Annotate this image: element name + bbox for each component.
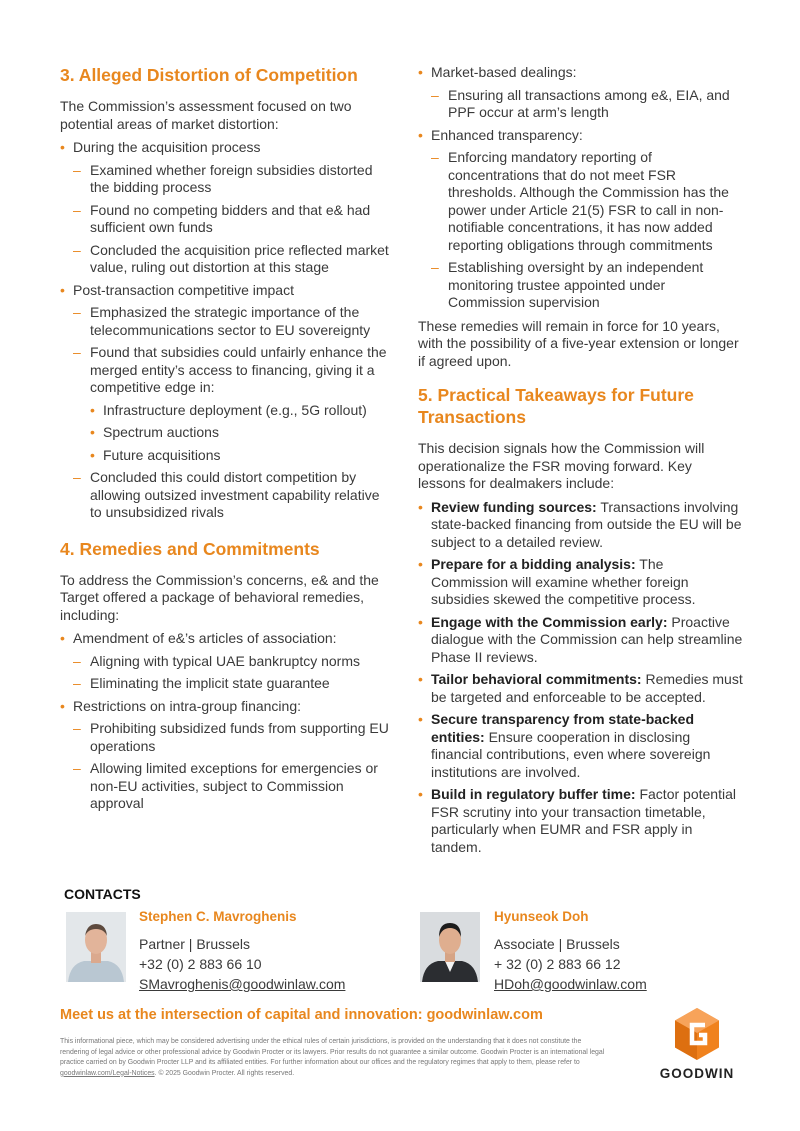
takeaway-text: Factor potential FSR scrutiny into your transaction timetable, particularly when EUMR and FSR apply in tandem. bbox=[431, 786, 736, 855]
list-item: – Establishing oversight by an independent monitoring trustee appointed under Commission supervision bbox=[418, 259, 743, 312]
takeaway-item bbox=[418, 614, 743, 667]
person-photo-icon bbox=[420, 912, 480, 982]
list-item: • Post-transaction competitive impact bbox=[60, 282, 395, 300]
section-3-list bbox=[60, 139, 395, 522]
section-4-list bbox=[60, 630, 395, 813]
goodwin-logo-icon bbox=[675, 1008, 719, 1060]
contact-info bbox=[139, 908, 379, 994]
takeaway-text: Proactive dialogue with the Commission can help streamline Phase II reviews. bbox=[431, 613, 743, 665]
list-item: – Found that subsidies could unfairly enhance the merged entity’s access to financing, giving it a competitive edge in: bbox=[60, 344, 395, 397]
takeaway-title: Secure transparency from state-backed entities: bbox=[431, 711, 694, 745]
contact-email-link[interactable]: SMavroghenis@goodwinlaw.com bbox=[139, 976, 346, 992]
takeaway-text: The Commission will examine whether foreign subsidies skewed the competitive process. bbox=[431, 556, 696, 607]
list-item: • Infrastructure deployment (e.g., 5G rollout) bbox=[60, 402, 395, 420]
list-item: – Found no competing bidders and that e& had sufficient own funds bbox=[60, 202, 395, 237]
section-5-heading: 5. Practical Takeaways for Future Transactions bbox=[418, 385, 694, 427]
section-4-list-continued bbox=[418, 64, 743, 312]
contact-role: Associate | Brussels bbox=[494, 936, 620, 952]
logo-wordmark: GOODWIN bbox=[659, 1066, 735, 1081]
list-item: • Future acquisitions bbox=[60, 447, 395, 465]
takeaways-list bbox=[418, 499, 743, 857]
disclaimer-text: This informational piece, which may be considered advertising under the ethical rules of certain jurisdictions, is provided on the understanding that it does not constitute the rendering of legal advice or other professional advice by Goodwin Procter or its lawyers. Prior results do not guarantee a similar outcome. Goodwin Procter is an international legal practice carried on by Goodwin Procter LLP and its affiliated entities. For further information about our offices and the regulatory regimes that apply to them, please refer to bbox=[60, 1038, 605, 1067]
legal-notices-link[interactable]: goodwinlaw.com/Legal-Notices bbox=[60, 1069, 155, 1077]
contact-name: Hyunseok Doh bbox=[494, 909, 589, 924]
list-item: – Prohibiting subsidized funds from supporting EU operations bbox=[60, 720, 395, 755]
takeaway-title: Prepare for a bidding analysis: bbox=[431, 556, 636, 572]
takeaway-item bbox=[418, 499, 743, 552]
takeaway-item bbox=[418, 786, 743, 856]
contact-email-link[interactable]: HDoh@goodwinlaw.com bbox=[494, 976, 647, 992]
contact-role: Partner | Brussels bbox=[139, 936, 251, 952]
takeaway-title: Review funding sources: bbox=[431, 498, 597, 515]
avatar bbox=[66, 912, 126, 982]
takeaway-text: Remedies must be targeted and enforceable to be accepted. bbox=[431, 671, 743, 705]
list-item: – Emphasized the strategic importance of the telecommunications sector to EU sovereignty bbox=[60, 304, 395, 339]
person-photo-icon bbox=[66, 912, 126, 982]
footer-tagline: Meet us at the intersection of capital and innovation: goodwinlaw.com bbox=[60, 1007, 543, 1023]
contact-info bbox=[494, 908, 734, 994]
list-item: – Concluded this could distort competition by allowing outsized investment capability relative to unsubsidized rivals bbox=[60, 469, 395, 522]
contact-phone: + 32 (0) 2 883 66 12 bbox=[494, 956, 621, 972]
list-item: – Aligning with typical UAE bankruptcy norms bbox=[60, 653, 395, 671]
section-3-intro: The Commission’s assessment focused on two potential areas of market distortion: bbox=[60, 98, 352, 132]
footer-disclaimer bbox=[60, 1037, 608, 1079]
disclaimer-text-end: . © 2025 Goodwin Procter. All rights reserved. bbox=[154, 1069, 295, 1077]
contact-phone: +32 (0) 2 883 66 10 bbox=[139, 956, 262, 972]
list-item: • Market-based dealings: bbox=[418, 64, 743, 82]
list-item: – Eliminating the implicit state guarantee bbox=[60, 675, 395, 693]
takeaway-text: Ensure cooperation in disclosing financial contributions, even where sovereign institutions are involved. bbox=[431, 728, 711, 780]
right-column bbox=[418, 64, 743, 861]
list-item: • Spectrum auctions bbox=[60, 424, 395, 442]
list-item: • Enhanced transparency: bbox=[418, 127, 743, 145]
section-4-outro: These remedies will remain in force for 10 years, with the possibility of a five-year extension or longer if agreed upon. bbox=[418, 317, 739, 369]
list-item: • During the acquisition process bbox=[60, 139, 395, 157]
section-4-intro: To address the Commission’s concerns, e& and the Target offered a package of behavioral remedies, including: bbox=[60, 571, 379, 623]
section-5-intro: This decision signals how the Commission will operationalize the FSR moving forward. Key lessons for dealmakers include: bbox=[418, 440, 705, 491]
takeaway-title: Tailor behavioral commitments: bbox=[431, 671, 642, 687]
list-item: • Restrictions on intra-group financing: bbox=[60, 698, 395, 716]
list-item: – Enforcing mandatory reporting of concentrations that do not meet FSR thresholds. Although the Commission has the power under Article 21(5) FSR to call in non-notifiable concentrations, it has now added reporting obligations through commitments bbox=[418, 149, 743, 254]
list-item: – Ensuring all transactions among e&, EIA, and PPF occur at arm’s length bbox=[418, 87, 743, 122]
left-column bbox=[60, 64, 395, 818]
takeaway-item bbox=[418, 671, 743, 706]
contact-name: Stephen C. Mavroghenis bbox=[139, 909, 297, 924]
goodwin-logo bbox=[652, 1008, 742, 1082]
takeaway-title: Build in regulatory buffer time: bbox=[431, 786, 636, 802]
list-item: – Allowing limited exceptions for emergencies or non-EU activities, subject to Commission approval bbox=[60, 760, 395, 813]
takeaway-item bbox=[418, 711, 743, 781]
takeaway-item bbox=[418, 556, 743, 609]
list-item: – Concluded the acquisition price reflected market value, ruling out distortion at this stage bbox=[60, 242, 395, 277]
avatar bbox=[420, 912, 480, 982]
list-item: – Examined whether foreign subsidies distorted the bidding process bbox=[60, 162, 395, 197]
section-3-heading: 3. Alleged Distortion of Competition bbox=[60, 65, 358, 85]
section-4-heading: 4. Remedies and Commitments bbox=[60, 538, 320, 559]
contacts-title: CONTACTS bbox=[64, 886, 141, 902]
takeaway-title: Engage with the Commission early: bbox=[431, 613, 668, 630]
list-item: • Amendment of e&’s articles of association: bbox=[60, 630, 395, 648]
takeaway-text: Transactions involving state-backed financing from outside the EU will be subject to a detailed review. bbox=[431, 498, 742, 550]
